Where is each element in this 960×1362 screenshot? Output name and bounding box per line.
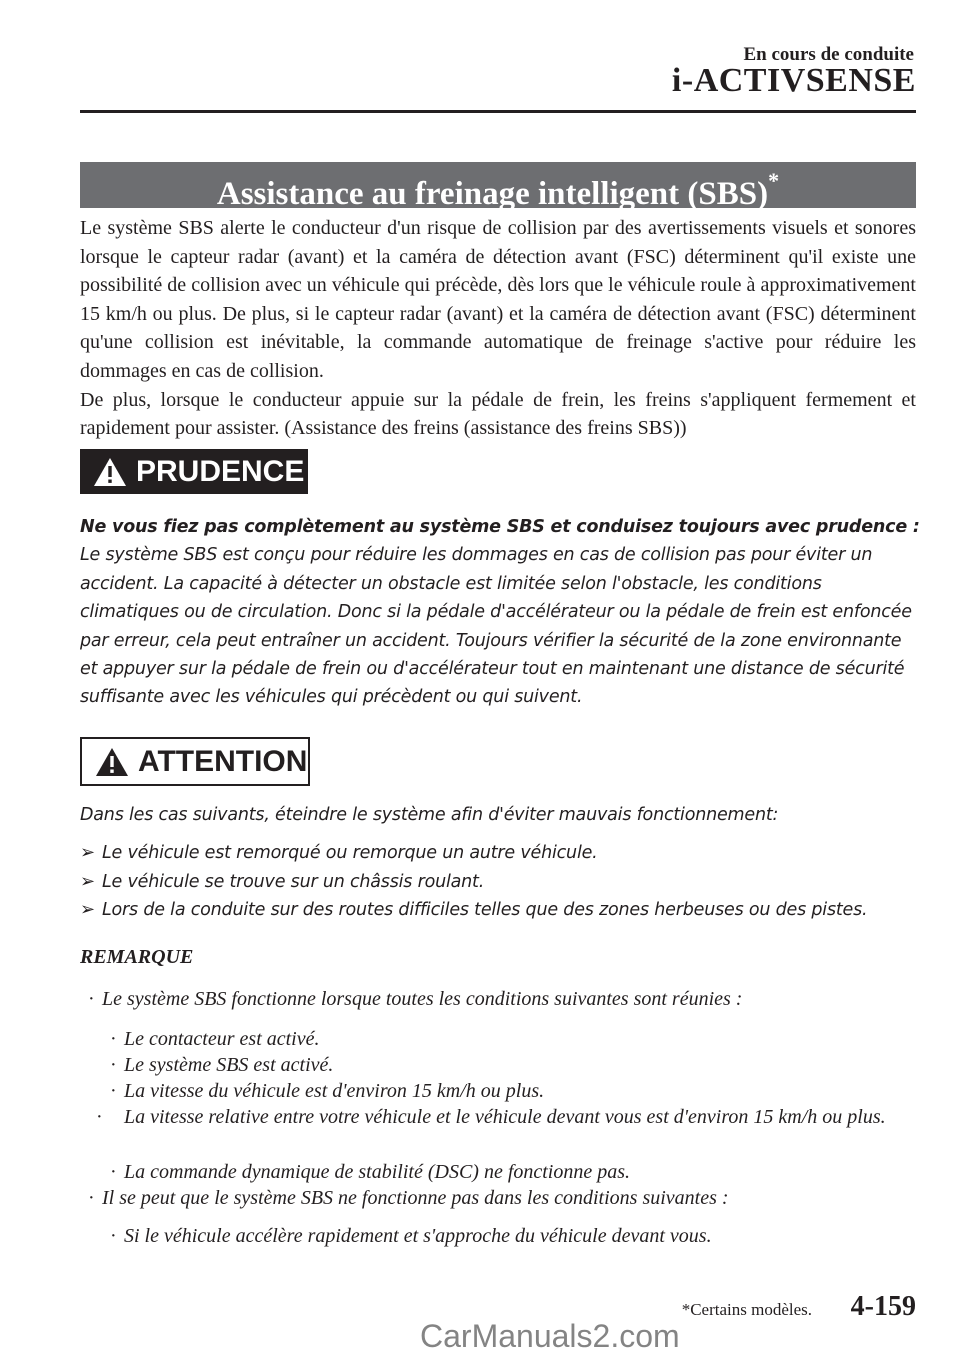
limits-intro: Il se peut que le système SBS ne fonctionne pas dans les conditions suivantes :	[102, 1187, 729, 1209]
intro-text	[80, 214, 916, 443]
warning-triangle-icon	[92, 456, 128, 488]
condition-text: La commande dynamique de stabilité (DSC) ne fonctionne pas.	[124, 1161, 631, 1183]
condition-text: La vitesse relative entre votre véhicule et le véhicule devant vous est d'environ 15 km/h ou plus.	[124, 1106, 886, 1128]
attention-list	[80, 839, 920, 925]
list-item	[96, 1103, 930, 1131]
conditions-intro: Le système SBS fonctionne lorsque toutes les conditions suivantes sont réunies :	[102, 988, 743, 1010]
list-item-text: Le véhicule est remorqué ou remorque un autre véhicule.	[102, 843, 598, 863]
chapter-title: i-ACTIVSENSE	[671, 62, 916, 99]
header-divider	[80, 110, 916, 113]
intro-paragraph-2: De plus, lorsque le conducteur appuie sur la pédale de frein, les freins s'appliquent fermement et rapidement pour assister. (Assistance des freins (assistance des freins SBS))	[80, 388, 916, 440]
page-number: 4-159	[850, 1291, 916, 1322]
prudence-heading: Ne vous fiez pas complètement au système SBS et conduisez toujours avec prudence :	[80, 517, 920, 537]
remarque-heading: REMARQUE	[80, 946, 194, 968]
list-item-text: Lors de la conduite sur des routes difficiles telles que des zones herbeuses ou des pistes.	[102, 900, 868, 920]
list-item-text: Le véhicule se trouve sur un châssis roulant.	[102, 871, 485, 892]
condition-text: La vitesse du véhicule est d'environ 15 km/h ou plus.	[124, 1080, 545, 1102]
list-item	[80, 868, 920, 897]
prudence-label-text: PRUDENCE	[136, 454, 305, 488]
attention-label	[80, 737, 310, 786]
list-item	[110, 1158, 916, 1186]
bullet-dot-icon: ·	[88, 1187, 95, 1209]
section-title: En cours de conduite	[743, 44, 914, 65]
page-title	[80, 162, 916, 212]
attention-intro	[80, 801, 920, 829]
condition-text: Le contacteur est activé.	[124, 1028, 320, 1050]
prudence-content	[80, 513, 920, 712]
arrow-bullet-icon: ➢	[80, 842, 95, 863]
list-item	[110, 1077, 916, 1105]
list-item	[110, 1222, 916, 1250]
list-item	[80, 896, 920, 925]
list-item	[88, 1184, 916, 1212]
bullet-dot-icon: ·	[110, 1161, 117, 1183]
bullet-dot-icon: ·	[110, 1080, 117, 1102]
attention-intro-text: Dans les cas suivants, éteindre le système afin d'éviter mauvais fonctionnement:	[80, 805, 779, 825]
bullet-dot-icon: ·	[110, 1225, 117, 1247]
limit-text: Si le véhicule accélère rapidement et s'approche du véhicule devant vous.	[124, 1225, 712, 1247]
warning-triangle-icon	[94, 746, 130, 778]
list-item	[88, 985, 916, 1013]
list-item	[110, 1051, 916, 1079]
intro-paragraph-1: Le système SBS alerte le conducteur d'un risque de collision par des avertissements visuels et sonores lorsque le capteur radar (avant) et la caméra de détection avant (FSC) déterminent qu'il existe une possibilité de collision avec un véhicule qui précède, dès lors que le véhicule roule à approximativement 15 km/h ou plus. De plus, si le capteur radar (avant) et la caméra de détection avant (FSC) déterminent qu'une collision est inévitable, la commande automatique de freinage s'active pour réduire les dommages en cas de collision.	[80, 217, 916, 382]
condition-text: Le système SBS est activé.	[124, 1054, 334, 1076]
prudence-text: Le système SBS est conçu pour réduire les dommages en cas de collision pas pour éviter un accident. La capacité à détecter un obstacle est limitée selon l'obstacle, les conditions climatiques ou de circulation. Donc si la pédale d'accélérateur ou la pédale de frein est enfoncée par erreur, cela peut entraîner un accident. Toujours vérifier la sécurité de la zone environnante et appuyer sur la pédale de frein ou d'accélérateur tout en maintenant une distance de sécurité suffisante avec les véhicules qui précèdent ou qui suivent.	[80, 545, 912, 708]
prudence-label	[80, 449, 308, 494]
arrow-bullet-icon: ➢	[80, 870, 95, 892]
footer-note: *Certains modèles.	[681, 1300, 812, 1319]
title-marker: *	[768, 168, 780, 193]
watermark: CarManuals2.com	[420, 1318, 680, 1354]
bullet-dot-icon: ·	[110, 1028, 117, 1050]
arrow-bullet-icon: ➢	[80, 899, 95, 920]
bullet-dot-icon: ·	[110, 1054, 117, 1076]
page-title-text: Assistance au freinage intelligent (SBS)	[216, 176, 769, 212]
list-item	[110, 1025, 916, 1053]
bullet-dot-icon: ·	[96, 1106, 103, 1128]
attention-label-text: ATTENTION	[138, 744, 308, 778]
bullet-dot-icon: ·	[88, 988, 95, 1010]
list-item	[80, 839, 920, 868]
